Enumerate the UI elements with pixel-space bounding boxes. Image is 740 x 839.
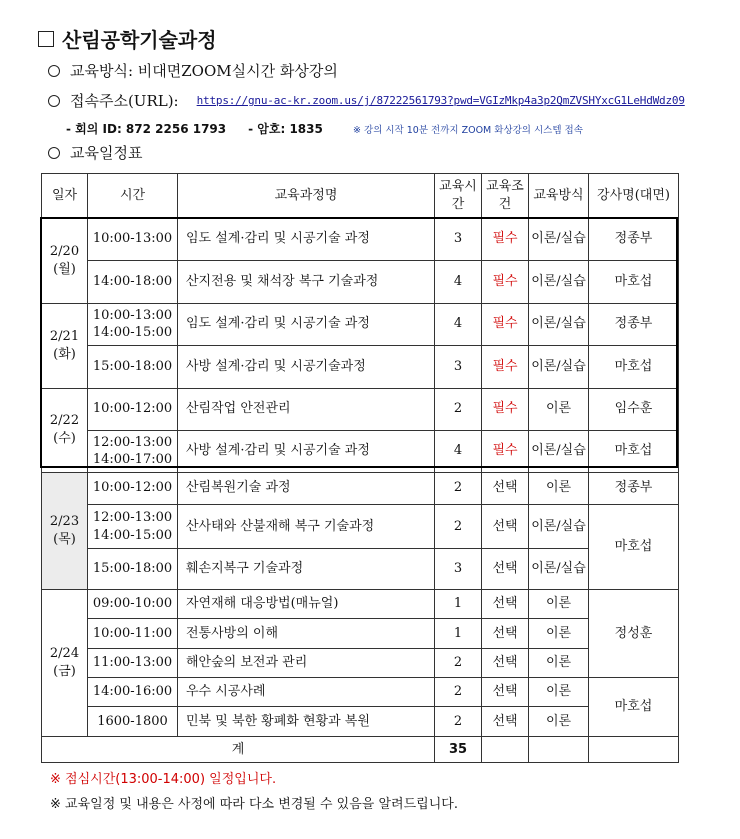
condition-cell: 선택	[482, 707, 529, 736]
method-text: 교육방식: 비대면ZOOM실시간 화상강의	[70, 62, 338, 80]
condition-cell: 필수	[482, 346, 529, 389]
time-cell: 14:00-18:00	[88, 261, 178, 304]
table-row	[42, 549, 679, 589]
circle-bullet-icon	[48, 65, 60, 77]
table-row	[42, 431, 679, 472]
meeting-password: - 암호: 1835	[248, 122, 323, 136]
time-cell: 15:00-18:00	[88, 549, 178, 589]
hours-cell: 2	[435, 472, 482, 504]
table-row	[42, 648, 679, 677]
condition-cell: 선택	[482, 619, 529, 648]
lecturer-cell: 정종부	[589, 472, 679, 504]
url-label: 접속주소(URL):	[70, 92, 179, 110]
lecturer-cell: 마호섭	[589, 261, 679, 304]
time-cell: 10:00-13:00	[88, 218, 178, 261]
mode-cell: 이론/실습	[529, 303, 589, 346]
schedule-label: 교육일정표	[70, 144, 143, 162]
course-cell: 사방 설계·감리 및 시공기술과정	[178, 346, 435, 389]
date-cell: 2/22 (수)	[42, 388, 88, 472]
hours-cell: 2	[435, 388, 482, 431]
lunch-note: ※ 점심시간(13:00-14:00) 일정입니다.	[50, 772, 277, 787]
header-lecturer: 강사명(대면)	[589, 174, 679, 219]
hours-cell: 3	[435, 549, 482, 589]
method-line	[48, 60, 338, 81]
time-cell: 10:00-13:00 14:00-15:00	[88, 303, 178, 346]
access-note: ※ 강의 시작 10분 전까지 ZOOM 화상강의 시스템 접속	[353, 125, 583, 136]
lecturer-cell: 마호섭	[589, 431, 679, 472]
change-notice: ※ 교육일정 및 내용은 사정에 따라 다소 변경될 수 있음을 알려드립니다.	[50, 797, 458, 812]
mode-cell: 이론/실습	[529, 261, 589, 304]
hours-cell: 1	[435, 589, 482, 618]
time-cell: 12:00-13:00 14:00-15:00	[88, 504, 178, 549]
time-cell: 10:00-12:00	[88, 472, 178, 504]
empty-cell	[482, 736, 529, 762]
course-cell: 사방 설계·감리 및 시공기술 과정	[178, 431, 435, 472]
header-mode: 교육방식	[529, 174, 589, 219]
page-title	[38, 24, 217, 53]
date-cell: 2/23 (목)	[42, 472, 88, 589]
table-row	[42, 346, 679, 389]
course-cell: 훼손지복구 기술과정	[178, 549, 435, 589]
mode-cell: 이론/실습	[529, 218, 589, 261]
course-cell: 전통사방의 이해	[178, 619, 435, 648]
lecturer-cell: 마호섭	[589, 346, 679, 389]
hours-cell: 2	[435, 504, 482, 549]
mode-cell: 이론	[529, 648, 589, 677]
time-cell: 1600-1800	[88, 707, 178, 736]
lecturer-cell: 정종부	[589, 218, 679, 261]
table-header-row	[42, 174, 679, 219]
condition-cell: 필수	[482, 431, 529, 472]
course-cell: 우수 시공사례	[178, 677, 435, 706]
lecturer-cell: 마호섭	[589, 504, 679, 589]
total-hours: 35	[435, 736, 482, 762]
hours-cell: 1	[435, 619, 482, 648]
table-row	[42, 589, 679, 618]
time-cell: 15:00-18:00	[88, 346, 178, 389]
hours-cell: 4	[435, 261, 482, 304]
header-condition: 교육조건	[482, 174, 529, 219]
circle-bullet-icon	[48, 147, 60, 159]
time-cell: 09:00-10:00	[88, 589, 178, 618]
table-row	[42, 218, 679, 261]
header-course: 교육과정명	[178, 174, 435, 219]
table-row	[42, 707, 679, 736]
schedule-line	[48, 142, 142, 163]
hours-cell: 2	[435, 707, 482, 736]
condition-cell: 선택	[482, 677, 529, 706]
mode-cell: 이론	[529, 677, 589, 706]
table-row	[42, 619, 679, 648]
condition-cell: 필수	[482, 261, 529, 304]
title-text: 산림공학기술과정	[62, 28, 217, 52]
course-cell: 임도 설계·감리 및 시공기술 과정	[178, 303, 435, 346]
time-cell: 11:00-13:00	[88, 648, 178, 677]
condition-cell: 선택	[482, 648, 529, 677]
time-cell: 12:00-13:00 14:00-17:00	[88, 431, 178, 472]
table-row	[42, 677, 679, 706]
time-cell: 10:00-11:00	[88, 619, 178, 648]
condition-cell: 선택	[482, 589, 529, 618]
condition-cell: 선택	[482, 549, 529, 589]
time-cell: 14:00-16:00	[88, 677, 178, 706]
date-cell: 2/24 (금)	[42, 589, 88, 736]
schedule-table	[41, 173, 679, 763]
course-cell: 자연재해 대응방법(매뉴얼)	[178, 589, 435, 618]
url-line	[48, 90, 685, 111]
meeting-id: - 회의 ID: 872 2256 1793	[66, 122, 227, 136]
hours-cell: 4	[435, 431, 482, 472]
meeting-info	[66, 120, 583, 137]
date-cell: 2/21 (화)	[42, 303, 88, 388]
header-hours: 교육시간	[435, 174, 482, 219]
condition-cell: 필수	[482, 218, 529, 261]
zoom-url-link[interactable]: https://gnu-ac-kr.zoom.us/j/87222561793?pwd=VGIzMkp4a3p2QmZVSHYxcG1LeHdWdz09	[196, 94, 685, 107]
table-row	[42, 504, 679, 549]
table-row	[42, 261, 679, 304]
mode-cell: 이론/실습	[529, 504, 589, 549]
table-row	[42, 472, 679, 504]
empty-cell	[529, 736, 589, 762]
mode-cell: 이론	[529, 619, 589, 648]
mode-cell: 이론/실습	[529, 431, 589, 472]
mode-cell: 이론/실습	[529, 346, 589, 389]
hours-cell: 3	[435, 346, 482, 389]
course-cell: 민북 및 북한 황폐화 현황과 복원	[178, 707, 435, 736]
lecturer-cell: 정종부	[589, 303, 679, 346]
mode-cell: 이론/실습	[529, 549, 589, 589]
condition-cell: 선택	[482, 504, 529, 549]
course-cell: 해안숲의 보전과 관리	[178, 648, 435, 677]
date-cell: 2/20 (월)	[42, 218, 88, 303]
empty-cell	[589, 736, 679, 762]
header-date: 일자	[42, 174, 88, 219]
condition-cell: 필수	[482, 303, 529, 346]
total-label: 계	[42, 736, 435, 762]
hours-cell: 3	[435, 218, 482, 261]
circle-bullet-icon	[48, 95, 60, 107]
lecturer-cell: 정성훈	[589, 589, 679, 677]
course-cell: 산림복원기술 과정	[178, 472, 435, 504]
hours-cell: 4	[435, 303, 482, 346]
lecturer-cell: 마호섭	[589, 677, 679, 736]
lecturer-cell: 임수훈	[589, 388, 679, 431]
table-row	[42, 303, 679, 346]
mode-cell: 이론	[529, 472, 589, 504]
header-time: 시간	[88, 174, 178, 219]
total-row	[42, 736, 679, 762]
mode-cell: 이론	[529, 707, 589, 736]
hours-cell: 2	[435, 677, 482, 706]
time-cell: 10:00-12:00	[88, 388, 178, 431]
checkbox-square-icon	[38, 31, 54, 47]
course-cell: 산림작업 안전관리	[178, 388, 435, 431]
mode-cell: 이론	[529, 388, 589, 431]
course-cell: 산사태와 산불재해 복구 기술과정	[178, 504, 435, 549]
mode-cell: 이론	[529, 589, 589, 618]
course-cell: 산지전용 및 채석장 복구 기술과정	[178, 261, 435, 304]
condition-cell: 필수	[482, 388, 529, 431]
table-row	[42, 388, 679, 431]
course-cell: 임도 설계·감리 및 시공기술 과정	[178, 218, 435, 261]
hours-cell: 2	[435, 648, 482, 677]
condition-cell: 선택	[482, 472, 529, 504]
